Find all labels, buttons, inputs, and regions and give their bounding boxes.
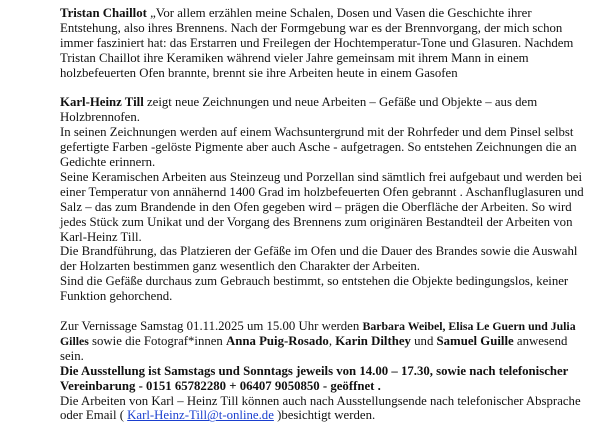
opening-hours-paragraph — [60, 364, 590, 394]
till-ceramics-paragraph: Seine Keramischen Arbeiten aus Steinzeug und Porzellan sind sämtlich frei aufgebaut und werden bei einer Temperatur von annähernd 1400 Grad im holzbefeuerten Ofen gebrannt . Aschanfluglasuren und Salz – das zum Brandende in den Ofen gegeben wird – prägen die Oberfläche der Arbeiten. So wird jedes Stück zum Unikat und der Vorgang des Brennens zum originären Bestandteil der Arbeiten von Karl-Heinz Till. — [60, 169, 584, 244]
till-function-paragraph: Sind die Gefäße durchaus zum Gebrauch bestimmt, so entstehen die Objekte bedingungslos, keiner Funktion gehorchend. — [60, 274, 569, 304]
spacer — [60, 304, 590, 319]
vernissage-end: anwesend sein. — [60, 333, 568, 363]
till-intro-text: zeigt neue Zeichnungen und neue Arbeiten – Gefäße und Objekte – aus dem Holzbrennofen. — [60, 95, 538, 125]
chaillot-name: Tristan Chaillot — [60, 6, 147, 20]
email-link[interactable]: Karl-Heinz-Till@t-online.de — [127, 408, 274, 423]
contact-end: )besichtigt werden. — [277, 408, 376, 423]
chaillot-paragraph — [60, 6, 590, 81]
vernissage-separator: , — [328, 333, 333, 348]
vernissage-and: und — [414, 333, 434, 348]
vernissage-musicians: Barbara Weibel, Elisa Le Guern und Julia Gilles — [60, 319, 576, 348]
chaillot-text: „Vor allem erzählen meine Schalen, Dosen und Vasen die Geschichte ihrer Entstehung, also ihres Brennens. Nach der Formgebung war es der Brennvorgang, der mich schon immer fasziniert hat: das Erstarren und Freilegen der Hochtemperatur-Tone und Glasuren. Nachdem Tristan Chaillot ihre Keramiken während vieler Jahre gemeinsam mit ihrem Mann in einem holzbefeuerten Ofen brannte, brennt sie ihre Arbeiten heute in einem Gasofen — [60, 6, 574, 80]
photographer-1: Anna Puig-Rosado — [226, 333, 329, 348]
opening-hours-line-1: Die Ausstellung ist Samstags und Sonntags jeweils von 14.00 – 17.30, sowie nach telefonischer — [60, 363, 569, 378]
photographer-3: Samuel Guille — [436, 333, 514, 348]
vernissage-intro: Zur Vernissage Samstag 01.11.2025 um 15.00 Uhr werden — [60, 319, 360, 333]
till-name: Karl-Heinz Till — [60, 95, 144, 110]
contact-paragraph — [60, 394, 590, 423]
contact-text: Die Arbeiten von Karl – Heinz Till können auch nach Ausstellungsende nach telefonischer Absprache oder Email ( — [60, 393, 581, 423]
vernissage-paragraph — [60, 319, 590, 364]
opening-hours-line-2: Vereinbarung - 0151 65782280 + 06407 9050850 - geöffnet . — [60, 378, 381, 393]
spacer — [60, 81, 590, 96]
till-drawings-paragraph: In seinen Zeichnungen werden auf einem Wachsuntergrund mit der Rohrfeder und dem Pinsel selbst gefertigte Farben -gelöste Pigmente aber auch Asche - aufgetragen. So entstehen Zeichnungen die an Gedichte erinnern. — [60, 125, 577, 170]
photographer-2: Karin Dilthey — [335, 333, 411, 348]
till-intro-paragraph — [60, 95, 590, 125]
till-firing-paragraph: Die Brandführung, das Platzieren der Gefäße im Ofen und die Dauer des Brandes sowie die Auswahl der Holzarten bestimmen ganz wesentlich den Charakter der Arbeiten. — [60, 244, 578, 274]
document-body — [60, 6, 590, 423]
vernissage-mid: sowie die Fotograf*innen — [92, 333, 223, 348]
